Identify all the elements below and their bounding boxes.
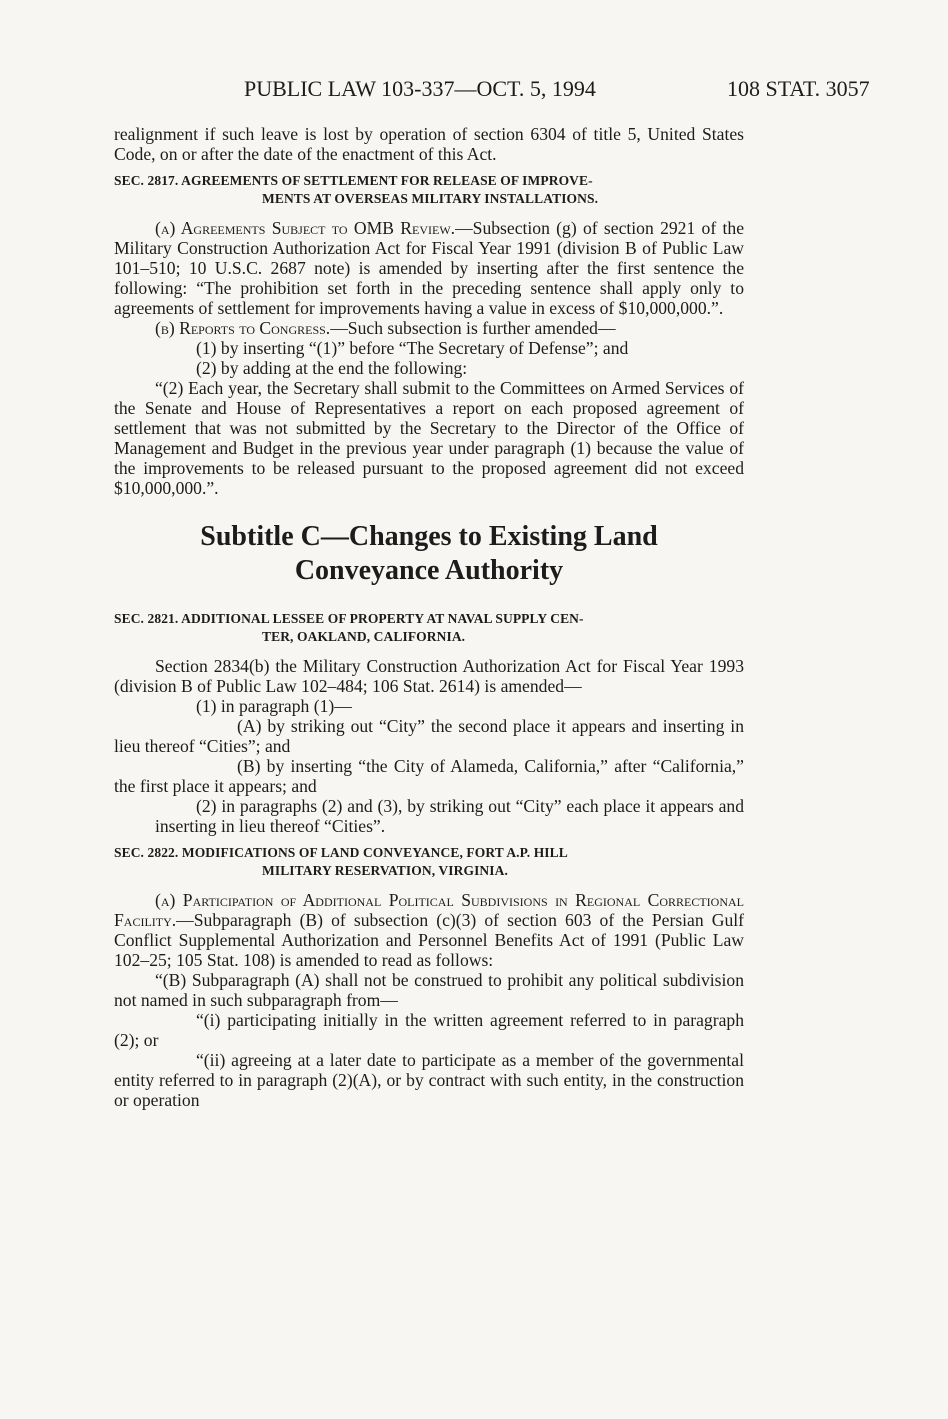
- section-2822-subsection-a: [114, 890, 744, 970]
- section-2817-subsection-a: [114, 218, 744, 318]
- subsection-b-text: —Such subsection is further amended—: [330, 318, 616, 338]
- header-stat-page: 108 STAT. 3057: [727, 76, 870, 101]
- section-2817-subsection-b: [114, 318, 744, 338]
- subtitle-line1: Subtitle C—Changes to Existing Land: [200, 521, 658, 552]
- section-2822-heading-line2: MILITARY RESERVATION, VIRGINIA.: [262, 863, 508, 878]
- subsection-a-text: —Subparagraph (B) of subsection (c)(3) of section 603 of the Persian Gulf Conflict Supplemental Authorization and Personnel Benefits Act of 1991 (Public Law 102–25; 105 Stat. 108) is amended to read as follows:: [114, 910, 744, 970]
- subsection-a-text: —Subsection (g) of section 2921 of the Military Construction Authorization Act for Fiscal Year 1991 (division B of Public Law 101–510; 10 U.S.C. 2687 note) is amended by inserting after the first sentence the following: “The prohibition set forth in the preceding sentence shall apply only to agreements of settlement for improvements having a value in excess of $10,000,000.”.: [114, 218, 745, 318]
- document-body: [114, 124, 744, 1110]
- section-2821-heading-line2: TER, OAKLAND, CALIFORNIA.: [262, 629, 466, 644]
- subtitle-heading: [114, 520, 744, 588]
- section-2817-heading-line1: SEC. 2817. AGREEMENTS OF SETTLEMENT FOR RELEASE OF IMPROVE-: [114, 173, 593, 188]
- quoted-clause-ii: “(ii) agreeing at a later date to participate as a member of the governmental entity referred to in paragraph (2)(A), or by contract with such entity, in the construction or operation: [114, 1050, 744, 1110]
- section-2821-subparagraph-A: (A) by striking out “City” the second place it appears and inserting in lieu thereof “Cities”; and: [114, 716, 744, 756]
- section-2817-heading: [114, 172, 744, 208]
- subsection-b-heading: (b) Reports to Congress.: [155, 318, 331, 338]
- page-header: [0, 76, 948, 106]
- subsection-b-quoted-text: “(2) Each year, the Secretary shall submit to the Committees on Armed Services of the Senate and House of Representatives a report on each proposed agreement of settlement that was not submitted by the Secretary to the Director of the Office of Management and Budget in the previous year under paragraph (1) because the value of the improvements to be released pursuant to the proposed agreement did not exceed $10,000,000.”.: [114, 378, 744, 498]
- subsection-a-heading: (a) Participation of Additional Political Subdivisions in Regional Correctional Facility.: [114, 890, 744, 930]
- section-2821-heading-line1: SEC. 2821. ADDITIONAL LESSEE OF PROPERTY AT NAVAL SUPPLY CEN-: [114, 611, 584, 626]
- section-2821-heading: [114, 610, 744, 646]
- section-2822-heading-line1: SEC. 2822. MODIFICATIONS OF LAND CONVEYANCE, FORT A.P. HILL: [114, 845, 568, 860]
- quoted-clause-i: “(i) participating initially in the written agreement referred to in paragraph (2); or: [114, 1010, 744, 1050]
- section-2817-heading-line2: MENTS AT OVERSEAS MILITARY INSTALLATIONS.: [262, 191, 599, 206]
- subsection-b-paragraph-2: (2) by adding at the end the following:: [196, 358, 468, 378]
- subsection-a-heading: (a) Agreements Subject to OMB Review.: [155, 218, 456, 238]
- section-2821-subparagraph-B: (B) by inserting “the City of Alameda, California,” after “California,” the first place it appears; and: [114, 756, 744, 796]
- intro-paragraph: realignment if such leave is lost by operation of section 6304 of title 5, United States Code, on or after the date of the enactment of this Act.: [114, 124, 744, 164]
- section-2821-paragraph-2: (2) in paragraphs (2) and (3), by striking out “City” each place it appears and inserting in lieu thereof “Cities”.: [155, 796, 744, 836]
- subsection-b-paragraph-1: (1) by inserting “(1)” before “The Secretary of Defense”; and: [196, 338, 629, 358]
- subtitle-line2: Conveyance Authority: [294, 555, 564, 586]
- section-2821-intro: Section 2834(b) the Military Construction Authorization Act for Fiscal Year 1993 (division B of Public Law 102–484; 106 Stat. 2614) is amended—: [114, 656, 744, 696]
- section-2821-paragraph-1: (1) in paragraph (1)—: [196, 696, 352, 716]
- section-2822-heading: [114, 844, 744, 880]
- quoted-subparagraph-B: “(B) Subparagraph (A) shall not be construed to prohibit any political subdivision not named in such subparagraph from—: [114, 970, 744, 1010]
- header-law-citation: PUBLIC LAW 103-337—OCT. 5, 1994: [244, 76, 596, 101]
